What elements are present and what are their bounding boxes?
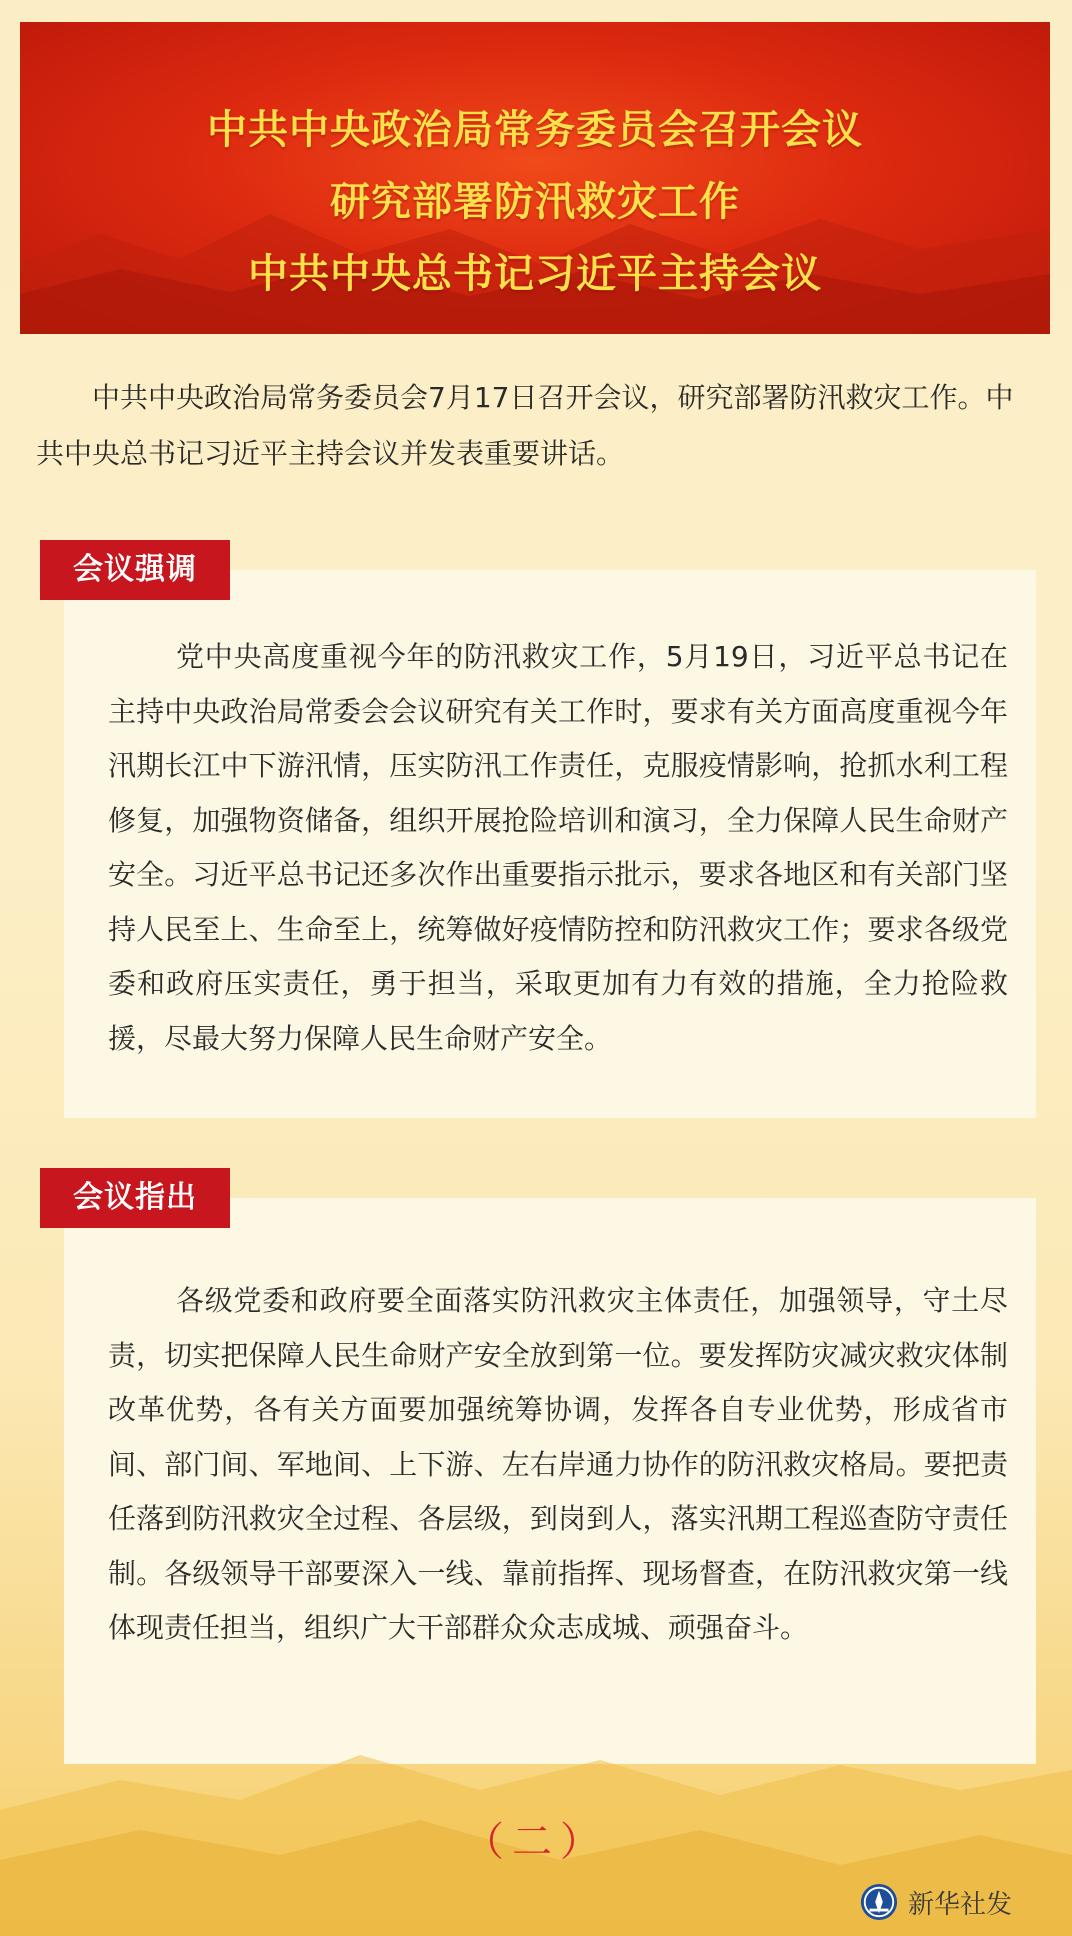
section-tag-emphasis: 会议强调 [40,540,230,600]
section-text-emphasis: 党中央高度重视今年的防汛救灾工作，5月19日，习近平总书记在主持中央政治局常委会会议研究有关工作时，要求有关方面高度重视今年汛期长江中下游汛情，压实防汛工作责任，克服疫情影响，抢抓水利工程修复，加强物资储备，组织开展抢险培训和演习，全力保障人民生命财产安全。习近平总书记还多次作出重要指示批示，要求各地区和有关部门坚持人民至上、生命至上，统筹做好疫情防控和防汛救灾工作；要求各级党委和政府压实责任，勇于担当，采取更加有力有效的措施，全力抢险救援，尽最大努力保障人民生命财产安全。 [108,640,1008,1055]
source-text: 新华社发 [908,1889,1013,1920]
header-line-3: 中共中央总书记习近平主持会议 [248,251,822,297]
intro-paragraph: 中共中央政治局常务委员会7月17日召开会议，研究部署防汛救灾工作。中共中央总书记习近平主持会议并发表重要讲话。 [36,381,1014,470]
page-number: （二） [464,1819,608,1865]
header-title [20,94,1050,310]
section-tag-points: 会议指出 [40,1168,230,1228]
source-credit [860,1880,1012,1924]
header-line-2: 研究部署防汛救灾工作 [330,179,740,225]
header-line-1: 中共中央政治局常务委员会召开会议 [207,107,863,153]
xinhua-logo-icon [860,1883,898,1921]
section-text-points: 各级党委和政府要全面落实防汛救灾主体责任，加强领导，守土尽责，切实把保障人民生命财产安全放到第一位。要发挥防灾减灾救灾体制改革优势，各有关方面要加强统筹协调，发挥各自专业优势，形成省市间、部门间、军地间、上下游、左右岸通力协作的防汛救灾格局。要把责任落到防汛救灾全过程、各层级，到岗到人，落实汛期工程巡查防守责任制。各级领导干部要深入一线、靠前指挥、现场督查，在防汛救灾第一线体现责任担当，组织广大干部群众众志成城、顽强奋斗。 [108,1284,1008,1644]
header-banner [20,22,1050,334]
